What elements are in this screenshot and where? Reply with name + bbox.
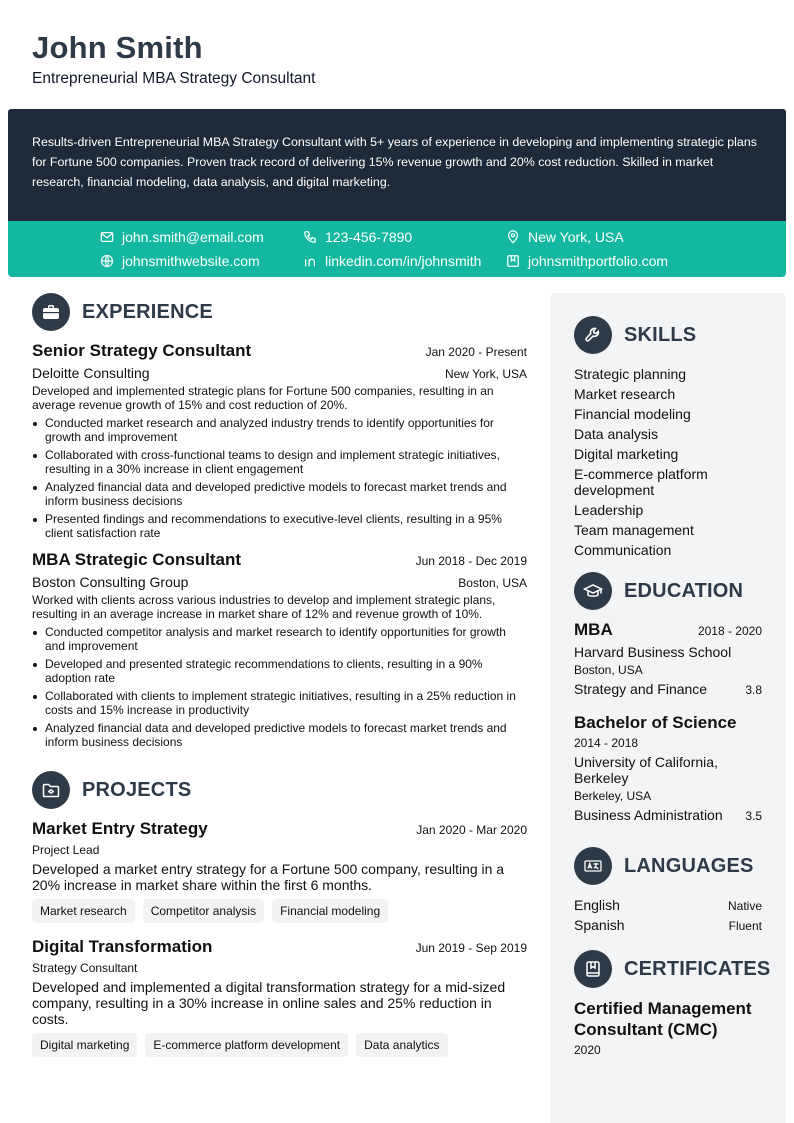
languages-list (574, 897, 762, 933)
certificate-entry (574, 998, 762, 1057)
resume-header (32, 30, 315, 88)
gpa: 3.5 (745, 809, 762, 823)
wrench-icon (574, 316, 612, 354)
project-entry (32, 937, 527, 1057)
skill-tag: Competitor analysis (143, 899, 264, 923)
job-bullet: Developed and presented strategic recommendations to clients, resulting in a 90% adoption rate (45, 657, 527, 685)
certificate-year: 2020 (574, 1043, 601, 1057)
skills-list (574, 366, 762, 558)
briefcase-icon (32, 293, 70, 331)
languages-heading (574, 847, 762, 885)
linkedin-text: linkedin.com/in/johnsmith (325, 253, 482, 269)
certificates-title: CERTIFICATES (624, 957, 771, 980)
project-entry (32, 819, 527, 923)
skill-item: Team management (574, 522, 694, 538)
envelope-icon (100, 230, 114, 244)
phone-icon (303, 230, 317, 244)
field-of-study: Strategy and Finance (574, 681, 708, 697)
skill-tag: E-commerce platform development (145, 1033, 348, 1057)
certificate-book-icon (574, 950, 612, 988)
contact-linkedin[interactable] (303, 253, 481, 269)
job-bullet: Presented findings and recommendations to executive-level clients, resulting in a 95% client satisfaction rate (45, 512, 527, 540)
school-location: Berkeley, USA (574, 789, 652, 803)
job-location: Boston, USA (458, 576, 527, 590)
job-description: Developed and implemented strategic plans for Fortune 500 companies, resulting in an average revenue growth of 15% and cost reduction of 20%. (32, 384, 494, 412)
skill-item: Strategic planning (574, 366, 687, 382)
languages-section (574, 847, 762, 933)
location-pin-icon (506, 230, 520, 244)
job-entry (32, 341, 527, 540)
projects-heading (32, 771, 527, 809)
skill-item: Data analysis (574, 426, 659, 442)
linkedin-icon (303, 254, 317, 268)
education-title: EDUCATION (624, 579, 744, 602)
contact-location (506, 229, 624, 245)
contact-bar (8, 221, 786, 277)
skill-tag: Market research (32, 899, 135, 923)
graduation-cap-icon (574, 572, 612, 610)
skill-tag: Financial modeling (272, 899, 388, 923)
location-text: New York, USA (528, 229, 624, 245)
certificates-heading (574, 950, 771, 988)
project-dates: Jun 2019 - Sep 2019 (415, 941, 527, 955)
job-dates: Jan 2020 - Present (425, 345, 527, 359)
job-bullet: Conducted competitor analysis and market research to identify opportunities for growth and improvement (45, 625, 527, 653)
project-tags (32, 899, 527, 923)
contact-email[interactable] (100, 229, 264, 245)
projects-title: PROJECTS (82, 778, 192, 801)
language-name: English (574, 897, 620, 913)
sidebar (550, 293, 786, 1123)
job-bullets (32, 416, 527, 540)
education-entry (574, 620, 762, 697)
skill-tag: Data analytics (356, 1033, 447, 1057)
degree: Bachelor of Science (574, 713, 737, 732)
skill-item: E-commerce platform development (574, 466, 708, 498)
school-name: Harvard Business School (574, 644, 732, 660)
project-dates: Jan 2020 - Mar 2020 (416, 823, 527, 837)
education-section (574, 572, 762, 823)
project-description: Developed and implemented a digital transformation strategy for a mid-sized company, resulting in a 30% increase in online sales and 25% reduction in costs. (32, 979, 506, 1027)
field-of-study: Business Administration (574, 807, 723, 823)
language-level: Native (727, 899, 762, 913)
main-column (32, 293, 527, 1057)
job-bullet: Collaborated with cross-functional teams to design and implement strategic initiatives, resulting in a 30% increase in client engagement (45, 448, 527, 476)
folder-icon (32, 771, 70, 809)
experience-heading (32, 293, 527, 331)
skills-title: SKILLS (624, 323, 697, 346)
job-description: Worked with clients across various industries to develop and implement strategic plans, resulting in an average increase in market share of 12% and revenue growth of 10%. (32, 593, 496, 621)
candidate-name: John Smith (32, 30, 203, 65)
job-bullet: Analyzed financial data and developed predictive models to forecast market trends and inform business decisions (45, 480, 527, 508)
website-text: johnsmithwebsite.com (122, 253, 260, 269)
email-text: john.smith@email.com (122, 229, 264, 245)
skill-item: Digital marketing (574, 446, 679, 462)
candidate-title: Entrepreneurial MBA Strategy Consultant (32, 70, 316, 87)
project-title: Digital Transformation (32, 937, 213, 956)
job-entry (32, 550, 527, 749)
project-description: Developed a market entry strategy for a Fortune 500 company, resulting in a 20% increase in market share within the first 6 months. (32, 861, 505, 893)
certificate-name: Certified Management Consultant (CMC) (574, 999, 752, 1039)
project-role: Project Lead (32, 843, 100, 857)
skill-item: Communication (574, 542, 672, 558)
skill-item: Leadership (574, 502, 644, 518)
contact-portfolio[interactable] (506, 253, 668, 269)
school-location: Boston, USA (574, 663, 643, 677)
gpa: 3.8 (745, 683, 762, 697)
project-title: Market Entry Strategy (32, 819, 208, 838)
summary-section (8, 109, 786, 221)
phone-text: 123-456-7890 (325, 229, 413, 245)
job-bullet: Collaborated with clients to implement strategic initiatives, resulting in a 25% reduction in costs and 15% increase in productivity (45, 689, 527, 717)
education-dates: 2018 - 2020 (697, 624, 762, 638)
language-level: Fluent (728, 919, 762, 933)
portfolio-text: johnsmithportfolio.com (528, 253, 669, 269)
education-heading (574, 572, 762, 610)
job-dates: Jun 2018 - Dec 2019 (415, 554, 527, 568)
job-title: Senior Strategy Consultant (32, 341, 252, 360)
education-entry (574, 713, 762, 823)
translate-icon (574, 847, 612, 885)
portfolio-icon (506, 254, 520, 268)
job-location: New York, USA (444, 367, 527, 381)
skill-tag: Digital marketing (32, 1033, 137, 1057)
contact-website[interactable] (100, 253, 260, 269)
skill-item: Financial modeling (574, 406, 691, 422)
contact-phone[interactable] (303, 229, 412, 245)
job-bullets (32, 625, 527, 749)
skills-heading (574, 316, 762, 354)
certificates-section (574, 950, 771, 1057)
job-bullet: Analyzed financial data and developed predictive models to forecast market trends and inform business decisions (45, 721, 527, 749)
job-bullet: Conducted market research and analyzed industry trends to identify opportunities for growth and improvement (45, 416, 527, 444)
job-company: Deloitte Consulting (32, 365, 150, 381)
skills-section (574, 316, 762, 562)
languages-title: LANGUAGES (624, 854, 754, 877)
skill-item: Market research (574, 386, 676, 402)
job-company: Boston Consulting Group (32, 574, 189, 590)
summary-text: Results-driven Entrepreneurial MBA Strategy Consultant with 5+ years of experience in developing and implementing strategic plans for Fortune 500 companies. Proven track record of delivering 15% revenue growth and 20% cost reduction. Skilled in market research, financial modeling, data analysis, and digital marketing. (32, 135, 757, 189)
project-role: Strategy Consultant (32, 961, 138, 975)
education-dates: 2014 - 2018 (574, 736, 639, 750)
job-title: MBA Strategic Consultant (32, 550, 242, 569)
degree: MBA (574, 620, 613, 639)
project-tags (32, 1033, 527, 1057)
language-name: Spanish (574, 917, 625, 933)
globe-icon (100, 254, 114, 268)
experience-title: EXPERIENCE (82, 300, 213, 323)
school-name: University of California, Berkeley (574, 754, 718, 786)
